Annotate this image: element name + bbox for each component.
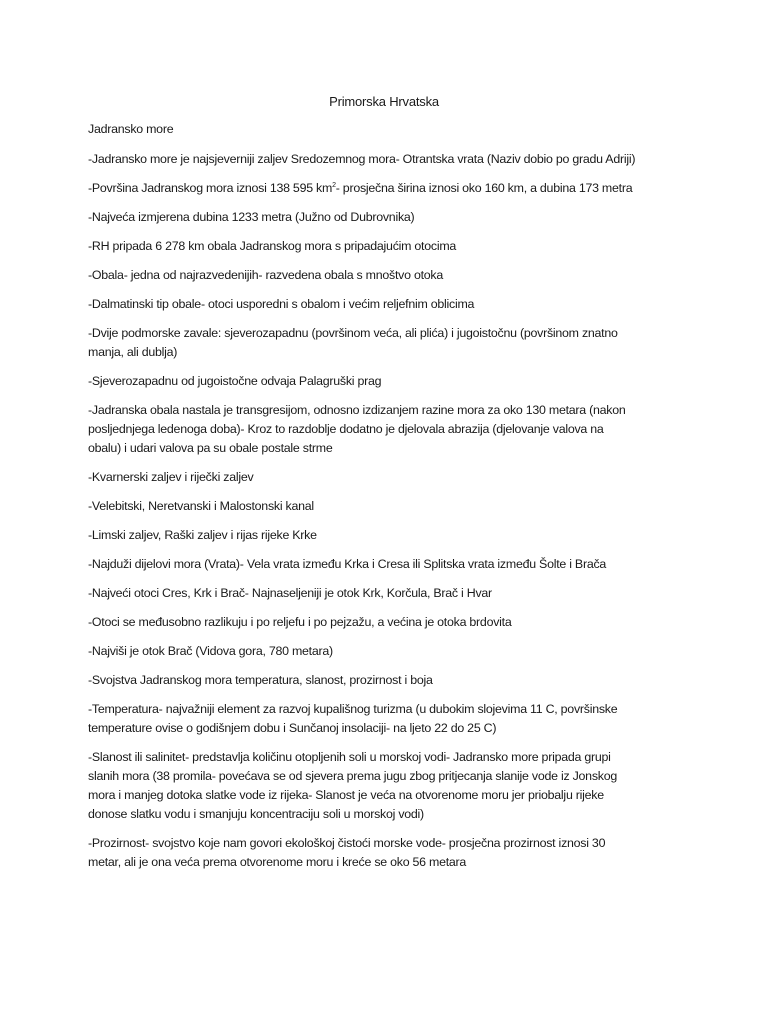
paragraph-line: -Otoci se međusobno razlikuju i po reljefu i po pejzažu, a većina je otoka brdovita (88, 615, 512, 629)
paragraph-line: -Najviši je otok Brač (Vidova gora, 780 metara) (88, 644, 333, 658)
paragraph-line: -Temperatura- najvažniji element za razvoj kupališnog turizma (u dubokim slojevima 11 C, površinske (88, 702, 618, 716)
document-title: Primorska Hrvatska (329, 94, 439, 109)
paragraph-line: temperature ovise o godišnjem dobu i Sunčanoj insolaciji- na ljeto 22 do 25 C) (88, 721, 497, 735)
paragraph (88, 237, 688, 256)
paragraph-line: -Dalmatinski tip obale- otoci usporedni s obalom i većim reljefnim oblicima (88, 297, 475, 311)
paragraph (88, 834, 688, 872)
paragraph (88, 179, 688, 198)
paragraph-line: obalu) i udari valova pa su obale postale strme (88, 441, 333, 455)
paragraph-line: -Svojstva Jadranskog mora temperatura, slanost, prozirnost i boja (88, 673, 433, 687)
paragraph-line: slanih mora (38 promila- povećava se od sjevera prema jugu zbog pritjecanja slanije vode iz Jonskog (88, 769, 617, 783)
paragraph (88, 526, 688, 545)
paragraph (88, 266, 688, 285)
paragraph (88, 372, 688, 391)
paragraph-list (88, 150, 688, 872)
paragraph-line: manja, ali dublja) (88, 345, 178, 359)
line-text: -Površina Jadranskog mora iznosi 138 595 km (88, 181, 333, 195)
paragraph (88, 468, 688, 487)
paragraph-line: -Limski zaljev, Raški zaljev i rijas rijeke Krke (88, 528, 317, 542)
paragraph-line: -Najduži dijelovi mora (Vrata)- Vela vrata između Krka i Cresa ili Splitska vrata između Šolte i Brača (88, 557, 607, 571)
paragraph-line: posljednjega ledenoga doba)- Kroz to razdoblje dodatno je djelovala abrazija (djelovanje valova na (88, 422, 604, 436)
paragraph (88, 555, 688, 574)
paragraph-line: -Sjeverozapadnu od jugoistočne odvaja Palagruški prag (88, 374, 382, 388)
paragraph-line: -Velebitski, Neretvanski i Malostonski kanal (88, 499, 314, 513)
paragraph-line: -Obala- jedna od najrazvedenijih- razvedena obala s mnoštvo otoka (88, 268, 444, 282)
paragraph (88, 208, 688, 227)
paragraph-line: -Jadranska obala nastala je transgresijom, odnosno izdizanjem razine mora za oko 130 metara (nakon (88, 403, 626, 417)
paragraph (88, 401, 688, 458)
paragraph-line: -RH pripada 6 278 km obala Jadranskog mora s pripadajućim otocima (88, 239, 457, 253)
paragraph-line: -Jadransko more je najsjeverniji zaljev Sredozemnog mora- Otrantska vrata (Naziv dobio po gradu Adriji) (88, 152, 636, 166)
paragraph (88, 613, 688, 632)
paragraph-line: donose slatku vodu i smanjuju koncentraciju soli u morskoj vodi) (88, 807, 424, 821)
paragraph-line: -Najveća izmjerena dubina 1233 metra (Južno od Dubrovnika) (88, 210, 415, 224)
paragraph-line: -Dvije podmorske zavale: sjeverozapadnu (površinom veća, ali plića) i jugoistočnu (površinom znatno (88, 326, 618, 340)
paragraph (88, 700, 688, 738)
paragraph (88, 497, 688, 516)
superscript: 2 (332, 182, 336, 189)
paragraph-line: metar, ali je ona veća prema otvorenome moru i kreće se oko 56 metara (88, 855, 467, 869)
paragraph (88, 671, 688, 690)
paragraph (88, 295, 688, 314)
paragraph-line (88, 179, 688, 198)
paragraph (88, 748, 688, 824)
paragraph (88, 324, 688, 362)
section-heading: Jadransko more (88, 122, 174, 136)
paragraph-line: -Najveći otoci Cres, Krk i Brač- Najnaseljeniji je otok Krk, Korčula, Brač i Hvar (88, 586, 492, 600)
line-text: - prosječna širina iznosi oko 160 km, a dubina 173 metra (335, 181, 633, 195)
paragraph-line: -Slanost ili salinitet- predstavlja količinu otopljenih soli u morskoj vodi- Jadransko more pripada grupi (88, 750, 611, 764)
paragraph (88, 642, 688, 661)
paragraph-line: -Kvarnerski zaljev i riječki zaljev (88, 470, 254, 484)
paragraph (88, 150, 688, 169)
paragraph-line: -Prozirnost- svojstvo koje nam govori ekološkoj čistoći morske vode- prosječna prozirnost iznosi 30 (88, 836, 606, 850)
paragraph (88, 584, 688, 603)
paragraph-line: mora i manjeg dotoka slatke vode iz rijeka- Slanost je veća na otvorenome moru jer priobalju rijeke (88, 788, 604, 802)
document-body (88, 120, 688, 882)
